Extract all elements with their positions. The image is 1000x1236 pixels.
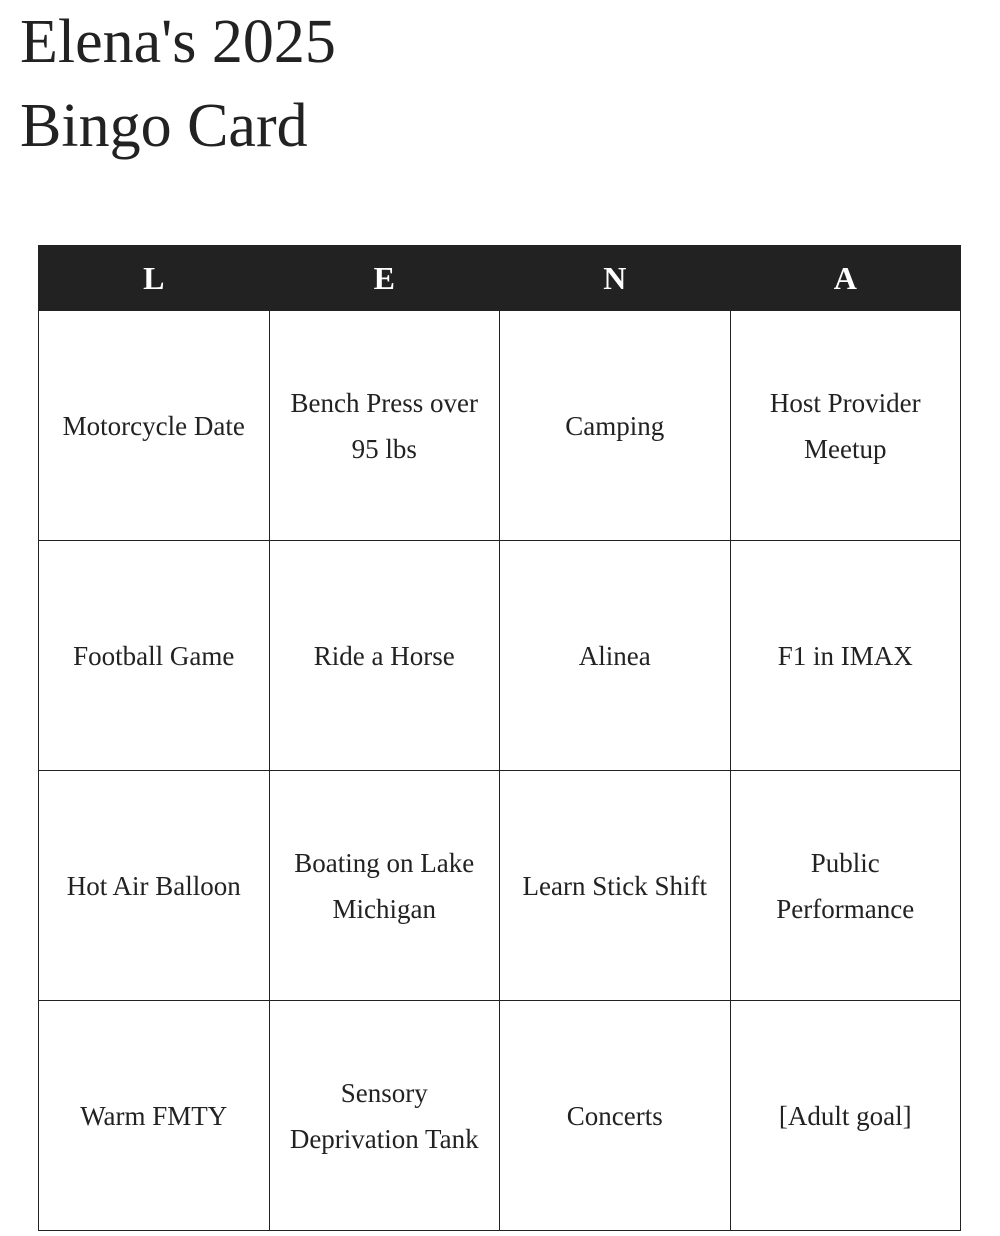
bingo-square[interactable]: Hot Air Balloon	[39, 771, 270, 1001]
bingo-square[interactable]: Football Game	[39, 541, 270, 771]
bingo-square[interactable]: Motorcycle Date	[39, 311, 270, 541]
bingo-square[interactable]: Alinea	[500, 541, 731, 771]
title-line-2: Bingo Card	[20, 92, 308, 160]
bingo-square[interactable]: Boating on Lake Michigan	[269, 771, 500, 1001]
header-a: A	[730, 246, 961, 311]
header-row	[39, 246, 961, 311]
header-l: L	[39, 246, 270, 311]
bingo-square[interactable]: Public Performance	[730, 771, 961, 1001]
page-title	[20, 0, 336, 168]
bingo-square[interactable]: [Adult goal]	[730, 1001, 961, 1231]
bingo-card	[38, 245, 961, 1231]
header-e: E	[269, 246, 500, 311]
bingo-square[interactable]: F1 in IMAX	[730, 541, 961, 771]
bingo-square[interactable]: Camping	[500, 311, 731, 541]
bingo-row	[39, 1001, 961, 1231]
title-line-1: Elena's 2025	[20, 8, 336, 76]
bingo-row	[39, 541, 961, 771]
bingo-square[interactable]: Learn Stick Shift	[500, 771, 731, 1001]
bingo-square[interactable]: Bench Press over 95 lbs	[269, 311, 500, 541]
header-n: N	[500, 246, 731, 311]
bingo-square[interactable]: Sensory Deprivation Tank	[269, 1001, 500, 1231]
bingo-square[interactable]: Warm FMTY	[39, 1001, 270, 1231]
bingo-row	[39, 771, 961, 1001]
bingo-row	[39, 311, 961, 541]
bingo-square[interactable]: Ride a Horse	[269, 541, 500, 771]
bingo-square[interactable]: Host Provider Meetup	[730, 311, 961, 541]
bingo-square[interactable]: Concerts	[500, 1001, 731, 1231]
